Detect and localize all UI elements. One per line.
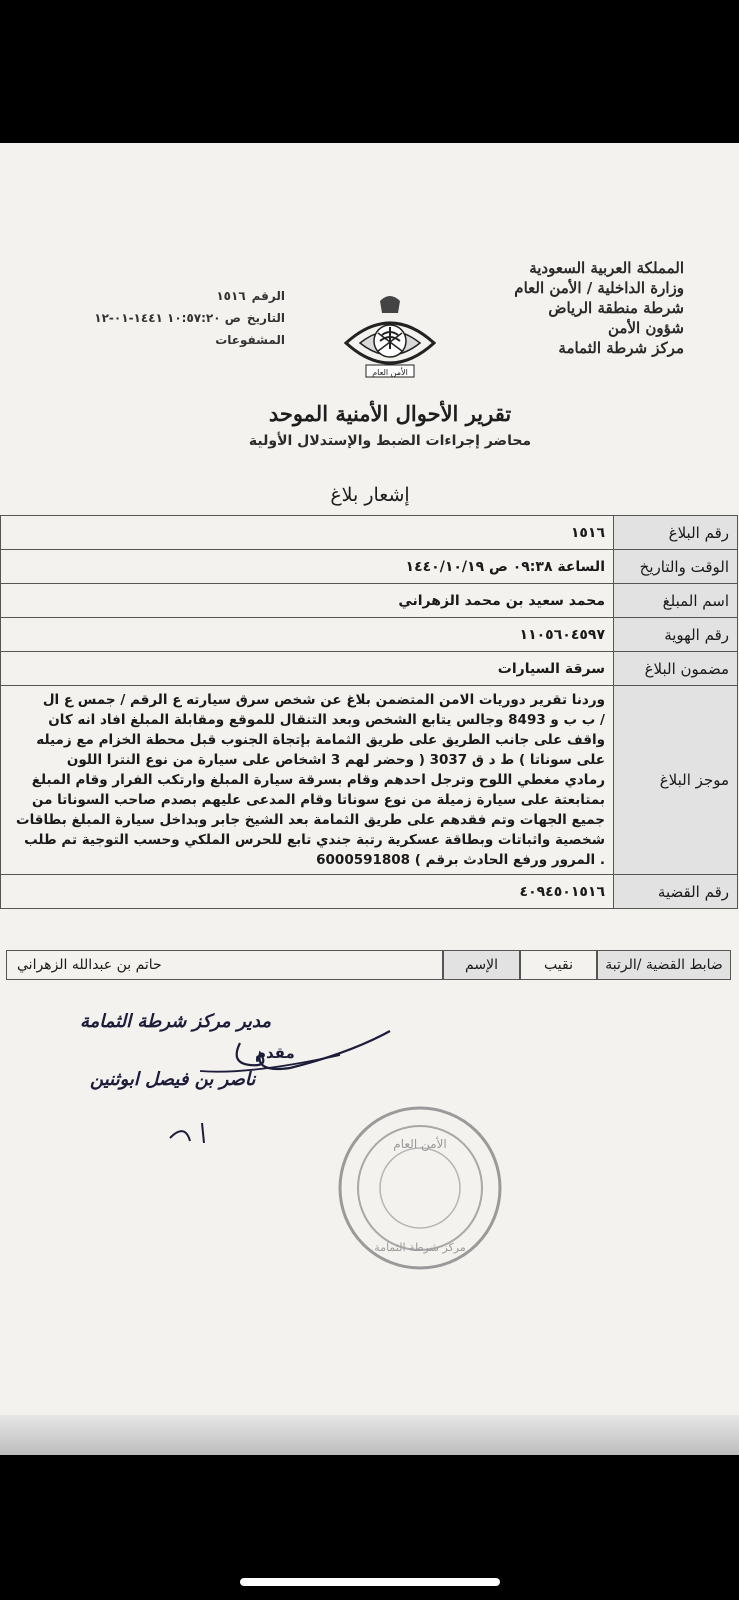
datetime-value: الساعة ٠٩:٣٨ ص ١٤٤٠/١٠/١٩ [1, 550, 614, 584]
reference-number-value: ١٥١٦ [216, 289, 246, 303]
header-station: مركز شرطة الثمامة [558, 339, 684, 357]
reference-number-row [40, 285, 285, 307]
report-number-label: رقم البلاغ [614, 516, 738, 550]
attachments-label: المشفوعات [215, 333, 285, 347]
report-title: تقرير الأحوال الأمنية الموحد [268, 401, 512, 426]
summary-line: بمتابعتة على سيارة زميلة من نوع سوناتا وقام المدعى عليهم بصدم صاحب السوناتا من [31, 792, 605, 808]
stamp-top-text: الأمن العام [393, 1137, 447, 1151]
reporter-label: اسم المبلغ [614, 584, 738, 618]
home-indicator[interactable] [240, 1578, 500, 1586]
summary-label: موجز البلاغ [614, 686, 738, 875]
report-table [0, 515, 738, 909]
header-country: المملكة العربية السعودية [529, 259, 684, 277]
case-officer-name: حاتم بن عبدالله الزهراني [6, 950, 443, 980]
header-ministry: وزارة الداخلية / الأمن العام [514, 279, 684, 297]
report-paper [0, 143, 739, 1415]
paper-bottom-edge [0, 1415, 739, 1455]
director-name: ناصر بن فيصل ابوثنين [90, 1069, 256, 1090]
reference-header [40, 285, 285, 351]
case-number-value: ٤٠٩٤٥٠١٥١٦ [1, 875, 614, 909]
reference-date-value: ص ١٠:٥٧:٢٠ ١٤٤١-٠١-١٢ [94, 311, 241, 325]
police-stamp-icon [335, 1103, 505, 1273]
report-subtitle: محاضر إجراءات الضبط والإستدلال الأولية [248, 433, 532, 449]
emblem-caption: الأمن العام [372, 368, 408, 377]
case-officer-rank: نقيب [520, 950, 597, 980]
table-row [1, 618, 738, 652]
id-number-value: ١١٠٥٦٠٤٥٩٧ [1, 618, 614, 652]
case-officer-name-label: الإسم [443, 950, 520, 980]
case-officer-row [6, 950, 731, 980]
summary-text [1, 686, 614, 875]
header-security-affairs: شؤون الأمن [608, 319, 684, 337]
summary-line: جميع الجهات وتم فقدهم على طريق الثمامة بعد الشيخ جابر وبداخل سيارة المبلغ بطاقات [16, 812, 605, 828]
reference-date-row [40, 307, 285, 329]
summary-line: . المرور ورفع الحادث برقم ) 6000591808 [316, 852, 605, 868]
report-number-value: ١٥١٦ [1, 516, 614, 550]
reference-number-label: الرقم [251, 289, 285, 303]
table-row [1, 875, 738, 909]
summary-line: وردنا تقرير دوريات الامن المتضمن بلاغ عن شخص سرق سيارته ع الرقم / جمس ع ال [42, 692, 605, 708]
table-row [1, 550, 738, 584]
summary-line: على سوناتا ) ط د ق 3037 ( وحضر لهم 3 اشخاص على سيارة من نوع النترا اللون [66, 752, 605, 768]
datetime-label: الوقت والتاريخ [614, 550, 738, 584]
table-row [1, 516, 738, 550]
summary-line: رمادي مغطي اللوح وترجل احدهم وقام بسرقة سيارة المبلغ وارتكب الفرار وقام المبلغ [31, 772, 605, 788]
case-officer-label: ضابط القضية /الرتبة [597, 950, 731, 980]
case-number-label: رقم القضية [614, 875, 738, 909]
header-region-police: شرطة منطقة الرياض [548, 299, 684, 317]
reference-date-label: التاريخ [246, 311, 285, 325]
summary-line: شخصية واثباتات وبطاقة عسكرية رتبة جندي تابع للحرس الملكي وحسب التوجية تم طلب [24, 832, 605, 848]
stamp-ring-text: مركز شرطة الثمامة [374, 1241, 466, 1254]
reporter-value: محمد سعيد بن محمد الزهراني [1, 584, 614, 618]
issuer-header [444, 258, 684, 358]
public-security-emblem-icon [340, 291, 440, 385]
attachments-row [40, 329, 285, 351]
director-title: مدير مركز شرطة الثمامة [80, 1011, 271, 1032]
id-number-label: رقم الهوية [614, 618, 738, 652]
notice-title: إشعار بلاغ [330, 484, 410, 506]
subject-label: مضمون البلاغ [614, 652, 738, 686]
subject-value: سرقة السيارات [1, 652, 614, 686]
director-rank: مقدم [255, 1044, 295, 1062]
table-row [1, 652, 738, 686]
table-row [1, 584, 738, 618]
table-row [1, 686, 738, 875]
summary-line: / ب ب و 8493 وجالس يتابع الشخص وبعد التنقال للموقع ومقابلة المبلغ افاد انه كان [48, 712, 605, 728]
summary-line: واقف على جانب الطريق على طريق الثمامة بإتجاة الجنوب قبل محطة الخزام مع زميله [36, 732, 605, 748]
